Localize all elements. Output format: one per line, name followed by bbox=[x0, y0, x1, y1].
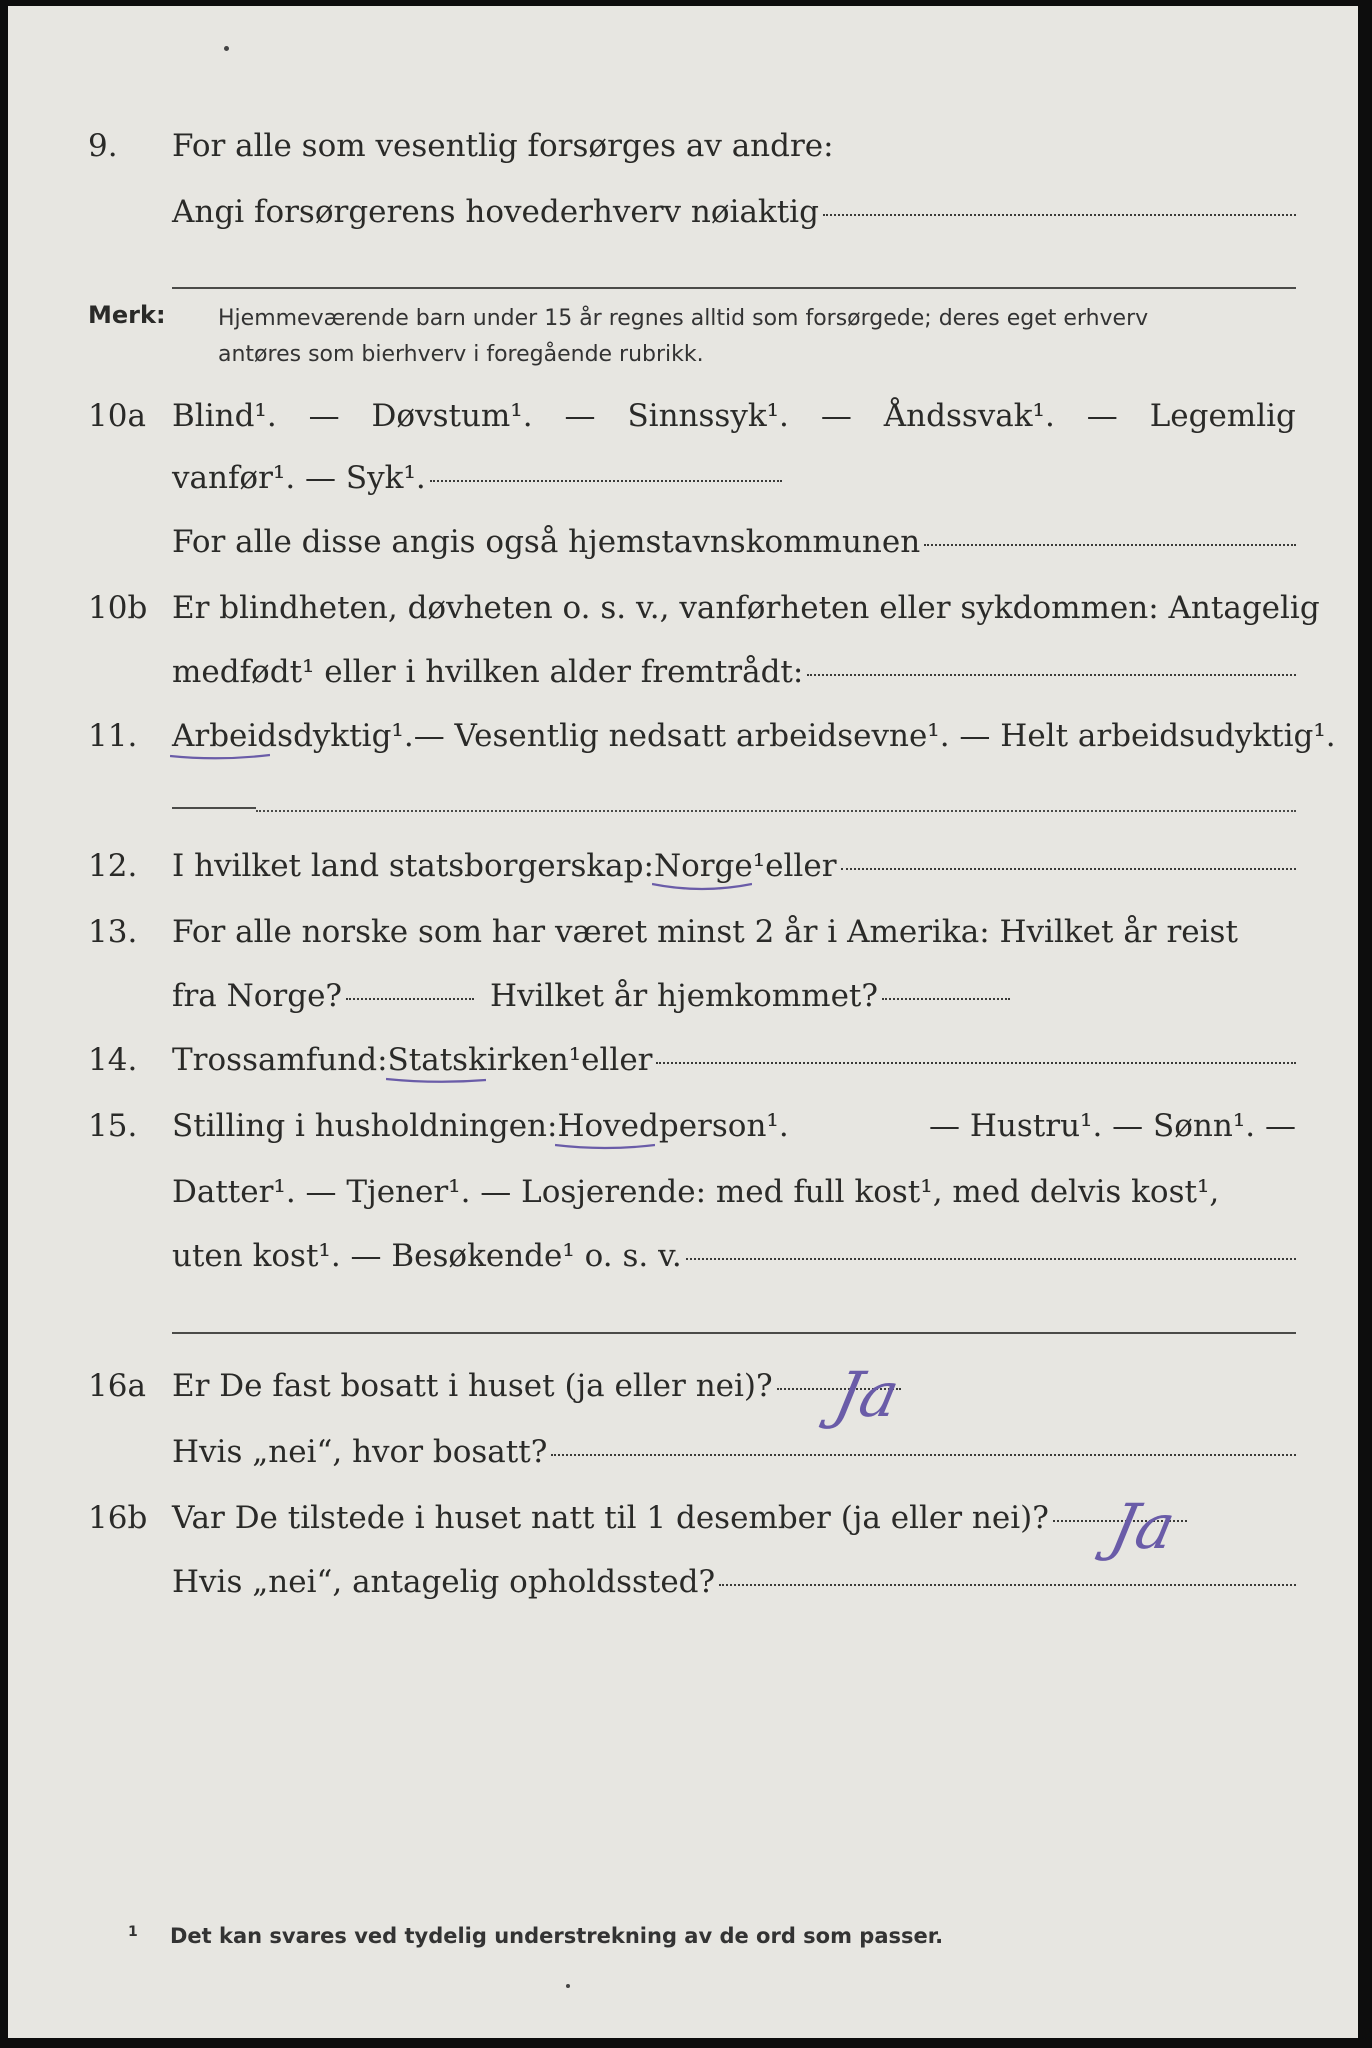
handwritten-underline bbox=[652, 882, 752, 892]
answer-line bbox=[256, 810, 1296, 812]
option-dovstum: Døvstum¹. bbox=[371, 398, 533, 434]
question-number: 10b bbox=[88, 590, 148, 626]
answer-line[interactable] bbox=[807, 673, 1296, 676]
question-text: eller bbox=[581, 1042, 653, 1078]
answer-line[interactable] bbox=[924, 543, 1296, 546]
question-text: — Vesentlig nedsatt arbeidsevne¹. — Helt arbeidsudyktig¹. bbox=[413, 718, 1336, 754]
answer-line[interactable] bbox=[656, 1061, 1296, 1064]
question-text: For alle norske som har været minst 2 år i Amerika: Hvilket år reist bbox=[172, 914, 1238, 950]
answer-line-hjemkommet[interactable] bbox=[882, 997, 1010, 1000]
option-text: Norge¹ bbox=[653, 848, 766, 884]
answer-line[interactable] bbox=[551, 1453, 1296, 1456]
question-number: 10a bbox=[88, 398, 146, 434]
question-text: For alle disse angis også hjemstavnskommunen bbox=[172, 524, 921, 560]
note-line: antøres som bierhverv i foregående rubrikk. bbox=[218, 342, 704, 367]
option-text: Hovedperson¹. bbox=[557, 1108, 789, 1144]
answer-line-reist[interactable] bbox=[346, 997, 474, 1000]
question-number: 11. bbox=[88, 718, 138, 754]
question-text: Er blindheten, døvheten o. s. v., vanførheten eller sykdommen: Antagelig bbox=[172, 590, 1320, 626]
question-number: 9. bbox=[88, 128, 118, 164]
scan-edge-left bbox=[0, 0, 8, 2048]
question-text: Stilling i husholdningen: bbox=[172, 1108, 558, 1144]
question-number: 12. bbox=[88, 848, 138, 884]
note-label: Merk: bbox=[88, 301, 166, 329]
question-text: Hvis „nei“, hvor bosatt? bbox=[172, 1434, 548, 1470]
question-text: medfødt¹ eller i hvilken alder fremtrådt: bbox=[172, 654, 804, 690]
question-number: 15. bbox=[88, 1108, 138, 1144]
question-text: uten kost¹. — Besøkende¹ o. s. v. bbox=[172, 1238, 682, 1274]
question-text: fra Norge? bbox=[172, 978, 343, 1014]
handwritten-underline bbox=[386, 1076, 486, 1086]
question-number: 13. bbox=[88, 914, 138, 950]
dash: — bbox=[1086, 398, 1118, 434]
option-sinnssyk: Sinnssyk¹. bbox=[627, 398, 789, 434]
question-text: I hvilket land statsborgerskap: bbox=[172, 848, 654, 884]
dash: — bbox=[564, 398, 596, 434]
question-text: vanfør¹. — Syk¹. bbox=[172, 460, 426, 496]
question-text: eller bbox=[765, 848, 837, 884]
question-text: Datter¹. — Tjener¹. — Losjerende: med full kost¹, med delvis kost¹, bbox=[172, 1174, 1220, 1210]
question-text: Trossamfund: bbox=[172, 1042, 388, 1078]
question-number: 16a bbox=[88, 1368, 146, 1404]
footnote bbox=[130, 1924, 943, 1948]
scan-edge-bottom bbox=[0, 2038, 1372, 2048]
answer-line[interactable] bbox=[823, 213, 1296, 216]
dash: — bbox=[308, 398, 340, 434]
option-text: Statskirken¹ bbox=[387, 1042, 582, 1078]
question-number: 16b bbox=[88, 1500, 148, 1536]
answer-line[interactable] bbox=[430, 479, 782, 482]
option-hovedperson-underlined bbox=[557, 1106, 788, 1146]
question-text: Hvilket år hjemkommet? bbox=[490, 978, 879, 1014]
option-blind: Blind¹. bbox=[172, 398, 277, 434]
option-arbeidsdyktig-underlined bbox=[172, 716, 414, 756]
answer-line[interactable] bbox=[686, 1257, 1296, 1260]
answer-line[interactable] bbox=[841, 867, 1296, 870]
note-line: Hjemmeværende barn under 15 år regnes alltid som forsørgede; deres eget erhverv bbox=[218, 306, 1149, 331]
footnote-mark: 1 bbox=[128, 1924, 138, 1940]
handwritten-underline bbox=[555, 1142, 655, 1152]
ink-speck bbox=[224, 46, 229, 51]
answer-rule bbox=[172, 287, 1296, 289]
handwritten-underline bbox=[170, 752, 270, 762]
scan-edge-right bbox=[1358, 0, 1372, 2048]
question-text: Var De tilstede i huset natt til 1 desember (ja eller nei)? bbox=[172, 1500, 1049, 1536]
ink-speck bbox=[566, 1984, 570, 1988]
option-statskirken-underlined bbox=[388, 1040, 582, 1080]
answer-line[interactable] bbox=[719, 1583, 1296, 1586]
answer-rule-short bbox=[172, 807, 256, 809]
option-andssvak: Åndssvak¹. bbox=[883, 398, 1055, 434]
dash: — bbox=[820, 398, 852, 434]
option-text: Arbeidsdyktig¹. bbox=[172, 718, 414, 754]
answer-rule bbox=[172, 1332, 1296, 1334]
question-text: For alle som vesentlig forsørges av andre: bbox=[172, 128, 834, 164]
option-legemlig: Legemlig bbox=[1149, 398, 1296, 434]
question-text: Hvis „nei“, antagelig opholdssted? bbox=[172, 1564, 716, 1600]
handwritten-answer-16b: Ja bbox=[1104, 1490, 1182, 1563]
option-norge-underlined bbox=[654, 846, 765, 886]
scan-edge-top bbox=[0, 0, 1372, 6]
question-text: Angi forsørgerens hovederhverv nøiaktig bbox=[172, 194, 819, 230]
question-number: 14. bbox=[88, 1042, 138, 1078]
question-text: Er De fast bosatt i huset (ja eller nei)? bbox=[172, 1368, 773, 1404]
footnote-text: Det kan svares ved tydelig understrekning av de ord som passer. bbox=[170, 1924, 944, 1948]
note-text bbox=[218, 301, 1296, 373]
question-text: — Hustru¹. — Sønn¹. — bbox=[929, 1108, 1296, 1144]
handwritten-answer-16a: Ja bbox=[828, 1358, 906, 1431]
